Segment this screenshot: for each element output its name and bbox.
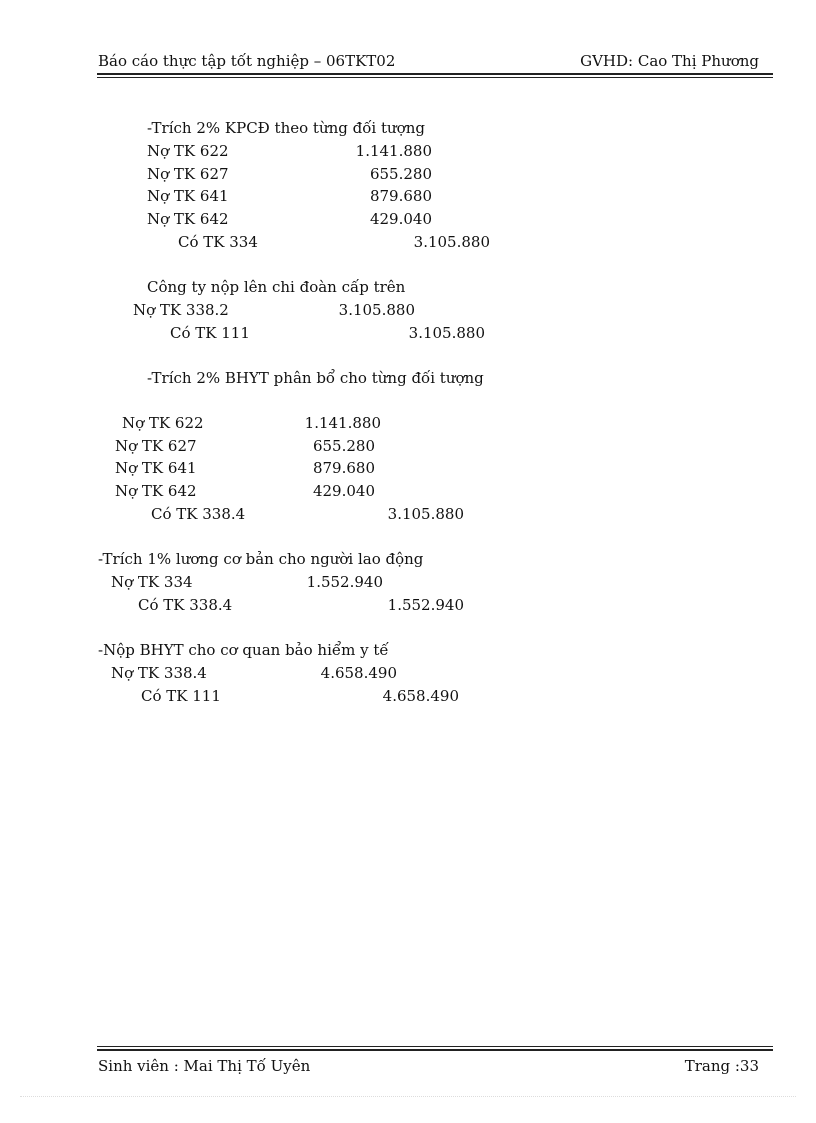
kpcd-row-account: Nợ TK 622 (147, 142, 229, 160)
header-rule-thick (97, 73, 773, 75)
footer-rule-thin (97, 1046, 773, 1047)
kpcd-row-amount: 429.040 (369, 210, 432, 228)
union-debit-account: Nợ TK 338.2 (133, 301, 229, 319)
kpcd-credit-amount: 3.105.880 (413, 233, 490, 251)
kpcd-row-account: Nợ TK 642 (147, 210, 229, 228)
bhyt-row-account: Nợ TK 627 (115, 437, 197, 455)
bhyt-row-amount: 879.680 (312, 459, 375, 477)
kpcd-credit-account: Có TK 334 (178, 233, 258, 251)
wage-title: -Trích 1% lương cơ bản cho người lao động (98, 550, 424, 568)
pay-title: -Nộp BHYT cho cơ quan bảo hiểm y tế (98, 641, 389, 659)
union-debit-amount: 3.105.880 (338, 301, 415, 319)
bhyt-row-account: Nợ TK 642 (115, 482, 197, 500)
wage-credit-account: Có TK 338.4 (138, 596, 233, 614)
union-title: Công ty nộp lên chi đoàn cấp trên (147, 278, 406, 296)
pay-credit-amount: 4.658.490 (382, 687, 459, 705)
header-supervisor: GVHD: Cao Thị Phương (580, 52, 759, 70)
pay-credit-account: Có TK 111 (141, 687, 221, 705)
wage-debit-amount: 1.552.940 (306, 573, 383, 591)
kpcd-row-amount: 655.280 (369, 165, 432, 183)
kpcd-title: -Trích 2% KPCĐ theo từng đối tượng (147, 119, 425, 137)
kpcd-row-account: Nợ TK 641 (147, 187, 229, 205)
footer-rule-thick (97, 1049, 773, 1051)
bhyt-row-amount: 429.040 (312, 482, 375, 500)
bhyt-credit-amount: 3.105.880 (387, 505, 464, 523)
header-title: Báo cáo thực tập tốt nghiệp – 06TKT02 (98, 52, 396, 70)
union-credit-account: Có TK 111 (170, 324, 250, 342)
bhyt-row-account: Nợ TK 641 (115, 459, 197, 477)
bhyt-row-amount: 1.141.880 (304, 414, 381, 432)
bhyt-row-amount: 655.280 (312, 437, 375, 455)
bhyt-title: -Trích 2% BHYT phân bổ cho từng đối tượng (147, 369, 484, 387)
bhyt-credit-account: Có TK 338.4 (151, 505, 246, 523)
header-rule-thin (97, 77, 773, 78)
pay-debit-amount: 4.658.490 (320, 664, 397, 682)
pay-debit-account: Nợ TK 338.4 (111, 664, 207, 682)
bhyt-row-account: Nợ TK 622 (122, 414, 204, 432)
wage-debit-account: Nợ TK 334 (111, 573, 193, 591)
kpcd-row-amount: 1.141.880 (355, 142, 432, 160)
kpcd-row-amount: 879.680 (369, 187, 432, 205)
footer-page-number: Trang :33 (684, 1057, 759, 1075)
wage-credit-amount: 1.552.940 (387, 596, 464, 614)
page-bottom-border (20, 1096, 796, 1097)
union-credit-amount: 3.105.880 (408, 324, 485, 342)
footer-student: Sinh viên : Mai Thị Tố Uyên (98, 1057, 311, 1075)
kpcd-row-account: Nợ TK 627 (147, 165, 229, 183)
